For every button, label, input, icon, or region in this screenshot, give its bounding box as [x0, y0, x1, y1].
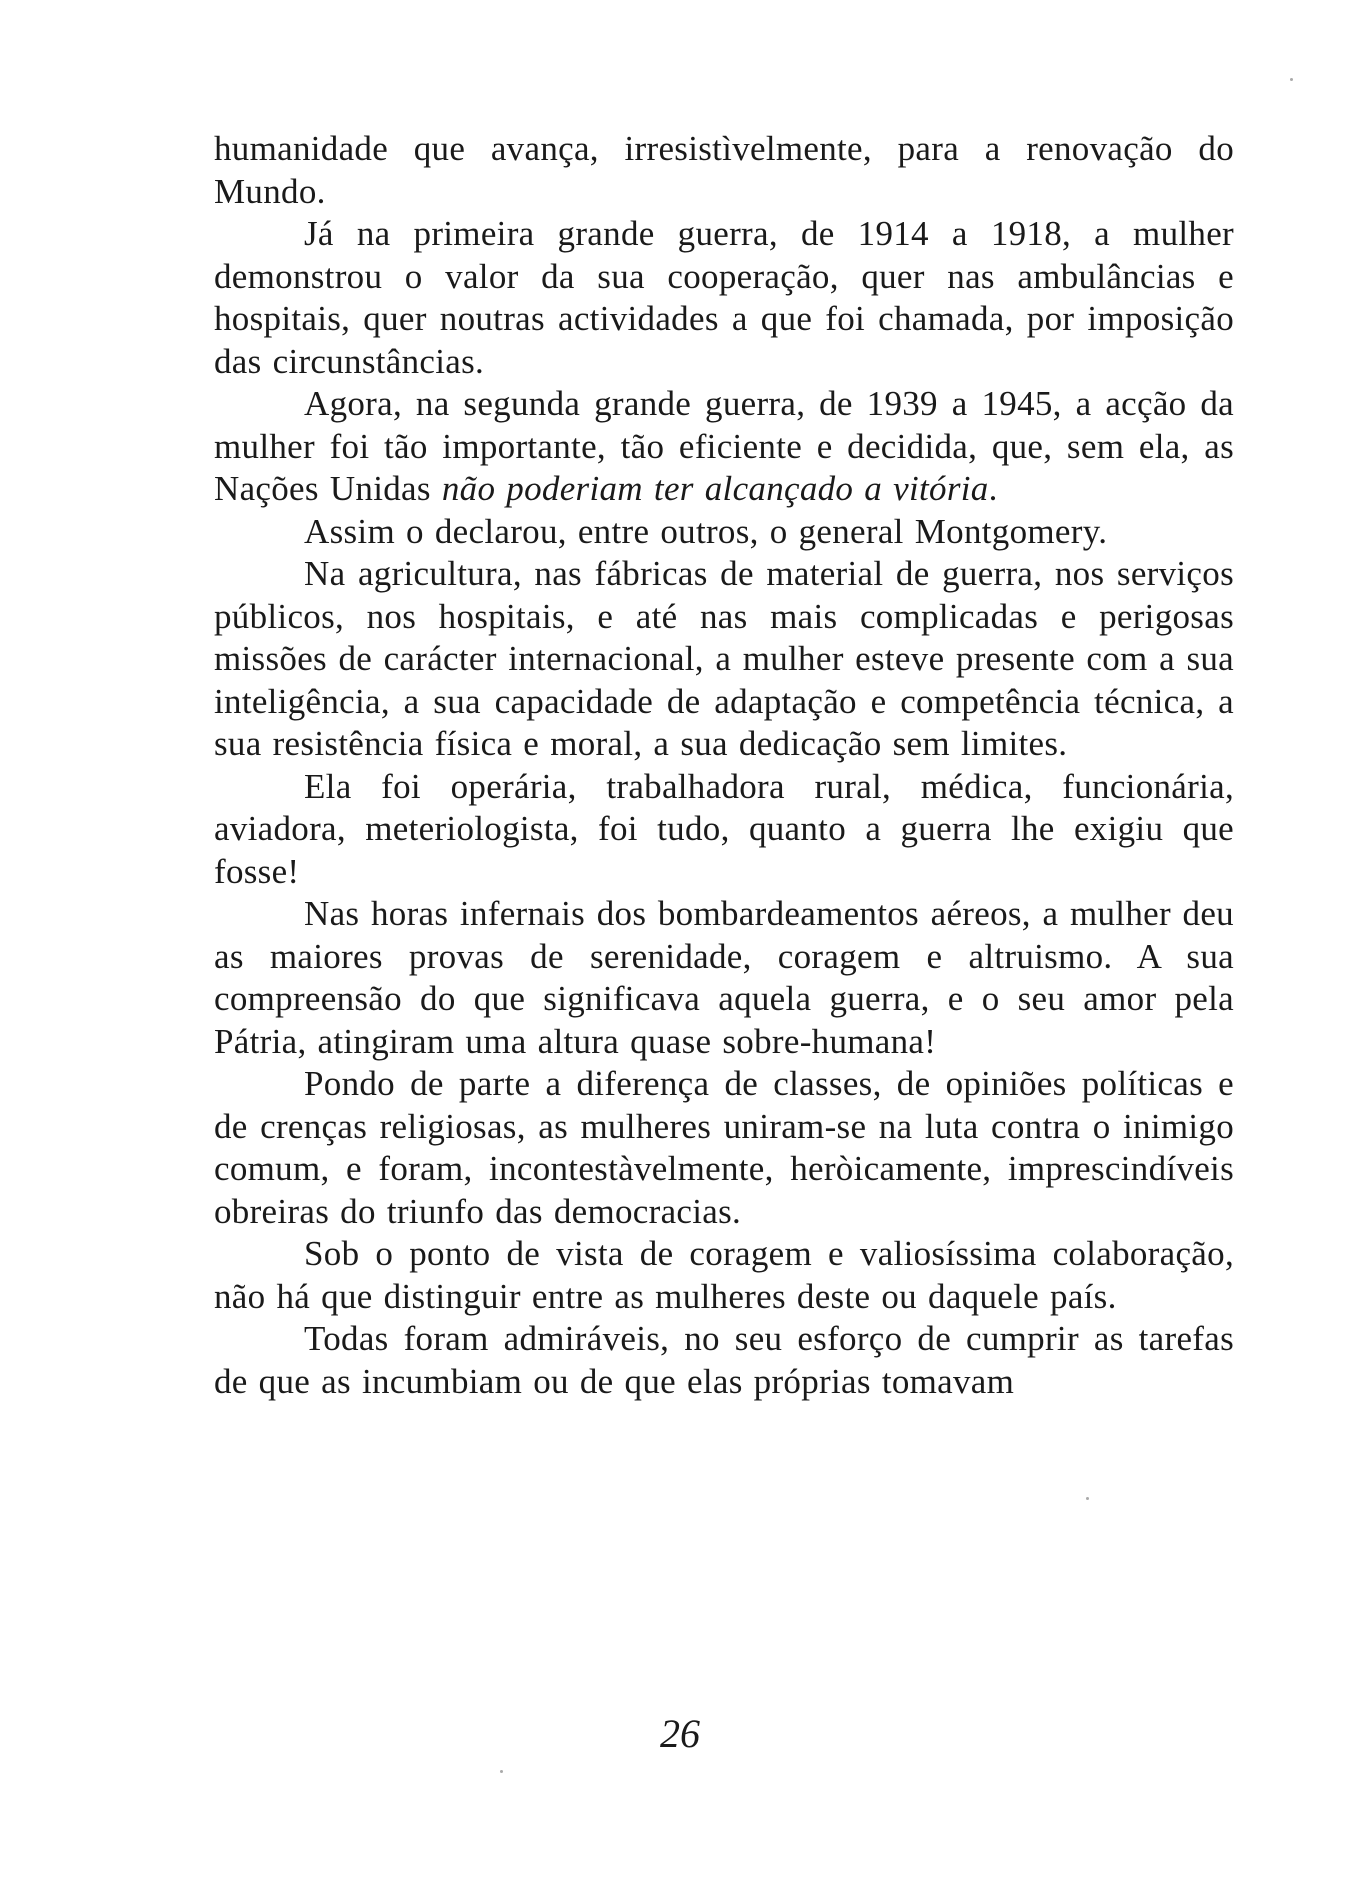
paragraph-7: Nas horas infernais dos bombardeamentos aéreos, a mulher deu as maiores provas de serenidade, coragem e altruismo. A sua compreensão do que significava aquela guerra, e o seu amor pela Pátria, atingiram uma altura quase sobre-humana! [214, 894, 1234, 1061]
paragraph-3: Agora, na segunda grande guerra, de 1939 a 1945, a acção da mulher foi tão importante, tão eficiente e decidida, que, sem ela, as Nações Unidas não poderiam ter alcançado a vitória. [214, 384, 1234, 508]
paragraph-9: Sob o ponto de vista de coragem e valiosíssima colaboração, não há que distinguir entre as mulheres deste ou daquele país. [214, 1234, 1234, 1316]
italic-phrase: não poderiam ter alcançado a vitória [441, 469, 989, 508]
paragraph-1: humanidade que avança, irresistìvelmente, para a renovação do Mundo. [214, 129, 1234, 211]
paragraph-5: Na agricultura, nas fábricas de material de guerra, nos serviços públicos, nos hospitais, e até nas mais complicadas e perigosas missões de carácter internacional, a mulher esteve presente com a sua inteligência, a sua capacidade de adaptação e competência técnica, a sua resistência física e moral, a sua dedicação sem limites. [214, 554, 1234, 763]
scan-speck [500, 1770, 503, 1773]
scan-speck [1086, 1497, 1089, 1500]
page-number: 26 [660, 1711, 700, 1756]
body-text [214, 128, 1234, 1403]
paragraph-10: Todas foram admiráveis, no seu esforço de cumprir as tarefas de que as incumbiam ou de que elas próprias tomavam [214, 1319, 1234, 1401]
scan-speck [1290, 78, 1293, 81]
paragraph-2: Já na primeira grande guerra, de 1914 a 1918, a mulher demonstrou o valor da sua cooperação, quer nas ambulâncias e hospitais, quer noutras actividades a que foi chamada, por imposição das circunstâncias. [214, 214, 1234, 381]
paragraph-6: Ela foi operária, trabalhadora rural, médica, funcionária, aviadora, meteriologista, foi tudo, quanto a guerra lhe exigiu que fosse! [214, 766, 1234, 891]
paragraph-4: Assim o declarou, entre outros, o general Montgomery. [304, 511, 1108, 551]
paragraph-8: Pondo de parte a diferença de classes, de opiniões políticas e de crenças religiosas, as mulheres uniram-se na luta contra o inimigo comum, e foram, incontestàvelmente, heròicamente, imprescindíveis obreiras do triunfo das democracias. [214, 1064, 1234, 1231]
